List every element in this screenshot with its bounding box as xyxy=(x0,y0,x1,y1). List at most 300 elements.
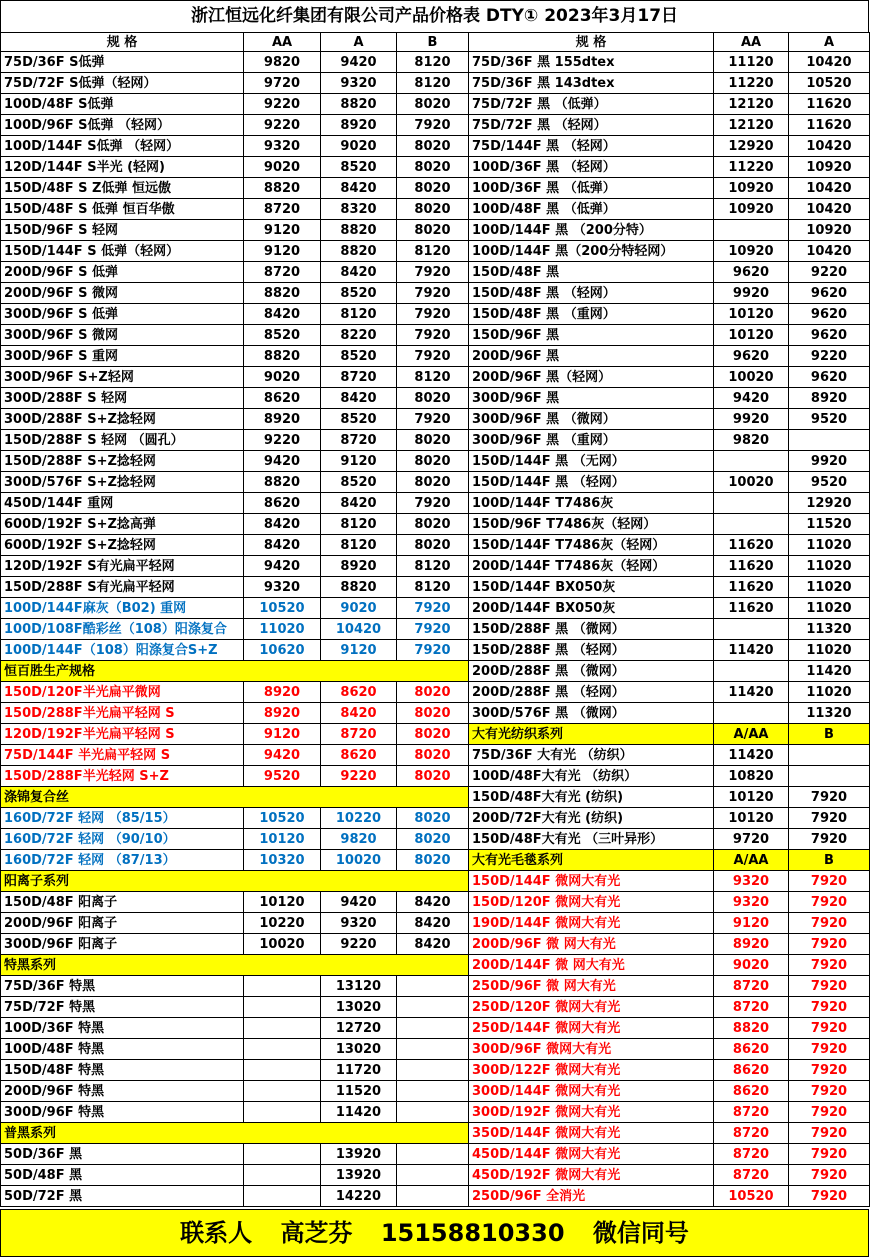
table-row xyxy=(1,934,870,955)
right-price-aa: 9820 xyxy=(714,430,789,451)
right-price-a: 7920 xyxy=(789,1144,870,1165)
left-price-a: 8220 xyxy=(321,325,397,346)
right-price-aa: A/AA xyxy=(714,850,789,871)
table-row xyxy=(1,52,870,73)
right-spec-cell: 75D/144F 黑 （轻网） xyxy=(469,136,714,157)
left-price-aa: 9720 xyxy=(244,73,321,94)
right-spec-cell: 150D/96F T7486灰（轻网） xyxy=(469,514,714,535)
left-price-aa: 9320 xyxy=(244,136,321,157)
right-price-a: 9620 xyxy=(789,304,870,325)
right-price-a xyxy=(789,430,870,451)
left-price-b xyxy=(397,1081,469,1102)
right-price-a xyxy=(789,766,870,787)
right-price-aa: 9920 xyxy=(714,409,789,430)
table-row xyxy=(1,157,870,178)
right-price-a: 7920 xyxy=(789,1081,870,1102)
table-row xyxy=(1,1186,870,1207)
left-price-aa: 11020 xyxy=(244,619,321,640)
table-row xyxy=(1,682,870,703)
table-row xyxy=(1,325,870,346)
left-spec-cell: 100D/48F 特黑 xyxy=(1,1039,244,1060)
left-price-b: 7920 xyxy=(397,493,469,514)
right-price-aa: 9020 xyxy=(714,955,789,976)
right-price-aa: 12120 xyxy=(714,94,789,115)
left-price-aa xyxy=(244,976,321,997)
right-spec-cell: 100D/36F 黑 （轻网） xyxy=(469,157,714,178)
left-price-aa: 8420 xyxy=(244,304,321,325)
right-price-a: 9220 xyxy=(789,346,870,367)
right-price-a: 7920 xyxy=(789,808,870,829)
left-price-a: 8720 xyxy=(321,724,397,745)
table-row xyxy=(1,598,870,619)
right-price-a: 10920 xyxy=(789,157,870,178)
left-price-b: 7920 xyxy=(397,619,469,640)
left-section-heading: 普黑系列 xyxy=(1,1123,469,1144)
left-price-b: 7920 xyxy=(397,325,469,346)
right-spec-cell: 150D/144F BX050灰 xyxy=(469,577,714,598)
right-spec-cell: 100D/48F 黑 （低弹） xyxy=(469,199,714,220)
right-spec-cell: 100D/36F 黑 （低弹） xyxy=(469,178,714,199)
left-price-aa: 9020 xyxy=(244,367,321,388)
right-spec-cell: 75D/72F 黑 （轻网） xyxy=(469,115,714,136)
left-price-b: 8020 xyxy=(397,451,469,472)
left-price-a: 13020 xyxy=(321,997,397,1018)
left-price-b xyxy=(397,1102,469,1123)
right-price-aa: 10020 xyxy=(714,367,789,388)
right-price-a: 7920 xyxy=(789,1123,870,1144)
left-price-a: 14220 xyxy=(321,1186,397,1207)
right-price-a: 7920 xyxy=(789,1165,870,1186)
table-row xyxy=(1,787,870,808)
left-price-aa xyxy=(244,1081,321,1102)
table-row xyxy=(1,913,870,934)
left-section-heading: 阳离子系列 xyxy=(1,871,469,892)
left-price-aa xyxy=(244,1186,321,1207)
right-price-aa xyxy=(714,661,789,682)
right-spec-cell: 150D/48F大有光 (纺织) xyxy=(469,787,714,808)
left-price-a: 8420 xyxy=(321,703,397,724)
table-row xyxy=(1,1081,870,1102)
right-spec-cell: 75D/72F 黑 （低弹） xyxy=(469,94,714,115)
right-price-a: 11320 xyxy=(789,703,870,724)
right-spec-cell: 190D/144F 微网大有光 xyxy=(469,913,714,934)
table-row xyxy=(1,1123,870,1144)
right-price-aa: 8720 xyxy=(714,1123,789,1144)
right-price-aa xyxy=(714,619,789,640)
right-spec-cell: 100D/144F T7486灰 xyxy=(469,493,714,514)
right-spec-cell: 300D/96F 微网大有光 xyxy=(469,1039,714,1060)
right-price-aa xyxy=(714,493,789,514)
left-price-b: 8020 xyxy=(397,220,469,241)
left-price-b xyxy=(397,1186,469,1207)
right-price-aa: 8720 xyxy=(714,976,789,997)
left-price-b: 8020 xyxy=(397,178,469,199)
right-price-aa: 12120 xyxy=(714,115,789,136)
right-price-aa xyxy=(714,451,789,472)
table-row xyxy=(1,766,870,787)
right-price-aa: 11420 xyxy=(714,745,789,766)
right-price-a: 7920 xyxy=(789,997,870,1018)
right-price-a: 8920 xyxy=(789,388,870,409)
right-price-aa: 8920 xyxy=(714,934,789,955)
left-price-aa: 9120 xyxy=(244,220,321,241)
left-price-a: 8520 xyxy=(321,157,397,178)
left-spec-cell: 160D/72F 轻网 （85/15） xyxy=(1,808,244,829)
left-spec-cell: 300D/96F S 低弹 xyxy=(1,304,244,325)
right-price-aa xyxy=(714,220,789,241)
right-price-a: 11320 xyxy=(789,619,870,640)
left-section-heading: 特黑系列 xyxy=(1,955,469,976)
left-price-b: 8020 xyxy=(397,703,469,724)
table-row xyxy=(1,577,870,598)
left-price-a: 9220 xyxy=(321,766,397,787)
table-row xyxy=(1,283,870,304)
right-price-aa: 10020 xyxy=(714,472,789,493)
right-spec-cell: 200D/144F T7486灰（轻网） xyxy=(469,556,714,577)
left-spec-cell: 150D/48F S Z低弹 恒远傲 xyxy=(1,178,244,199)
left-price-b: 7920 xyxy=(397,598,469,619)
left-price-aa: 9520 xyxy=(244,766,321,787)
table-row xyxy=(1,1060,870,1081)
left-price-a: 8520 xyxy=(321,472,397,493)
right-spec-cell: 200D/96F 微 网大有光 xyxy=(469,934,714,955)
right-price-a: 7920 xyxy=(789,892,870,913)
table-row xyxy=(1,955,870,976)
left-spec-cell: 100D/36F 特黑 xyxy=(1,1018,244,1039)
left-price-aa: 8520 xyxy=(244,325,321,346)
left-price-b: 8020 xyxy=(397,388,469,409)
left-spec-cell: 100D/108F酷彩丝（108）阳涤复合 xyxy=(1,619,244,640)
left-spec-cell: 150D/96F S 轻网 xyxy=(1,220,244,241)
left-price-b xyxy=(397,1144,469,1165)
left-price-a: 8120 xyxy=(321,514,397,535)
right-price-a: B xyxy=(789,850,870,871)
right-spec-cell: 150D/96F 黑 xyxy=(469,325,714,346)
left-price-aa: 8920 xyxy=(244,703,321,724)
left-price-a: 9320 xyxy=(321,73,397,94)
left-price-aa: 10120 xyxy=(244,892,321,913)
table-row xyxy=(1,1039,870,1060)
right-price-a: 12920 xyxy=(789,493,870,514)
left-price-a: 13920 xyxy=(321,1144,397,1165)
right-price-a: 11020 xyxy=(789,577,870,598)
right-spec-cell: 450D/144F 微网大有光 xyxy=(469,1144,714,1165)
table-row xyxy=(1,262,870,283)
table-row xyxy=(1,997,870,1018)
right-price-aa: 8620 xyxy=(714,1081,789,1102)
left-spec-cell: 150D/288F S有光扁平轻网 xyxy=(1,577,244,598)
left-price-aa: 10620 xyxy=(244,640,321,661)
right-price-a: 11020 xyxy=(789,598,870,619)
left-price-a: 8520 xyxy=(321,283,397,304)
right-spec-cell: 150D/144F T7486灰（轻网） xyxy=(469,535,714,556)
right-price-aa: 9920 xyxy=(714,283,789,304)
right-price-a: 11620 xyxy=(789,94,870,115)
left-price-a: 8820 xyxy=(321,94,397,115)
right-price-a: 11520 xyxy=(789,514,870,535)
left-price-aa: 8820 xyxy=(244,472,321,493)
left-price-aa: 9020 xyxy=(244,157,321,178)
left-price-a: 8720 xyxy=(321,430,397,451)
left-price-b xyxy=(397,1060,469,1081)
left-spec-cell: 75D/36F 特黑 xyxy=(1,976,244,997)
left-price-aa: 10520 xyxy=(244,598,321,619)
left-price-a: 13020 xyxy=(321,1039,397,1060)
left-price-aa: 8820 xyxy=(244,283,321,304)
left-price-a: 9420 xyxy=(321,892,397,913)
left-price-b xyxy=(397,1018,469,1039)
right-spec-cell: 200D/96F 黑 xyxy=(469,346,714,367)
table-row xyxy=(1,178,870,199)
right-price-a: 9220 xyxy=(789,262,870,283)
header-row xyxy=(1,33,870,52)
right-price-aa: 9720 xyxy=(714,829,789,850)
right-price-aa: 11220 xyxy=(714,73,789,94)
table-row xyxy=(1,430,870,451)
table-row xyxy=(1,73,870,94)
left-price-b: 8020 xyxy=(397,94,469,115)
left-price-aa: 8720 xyxy=(244,199,321,220)
right-price-aa: 11420 xyxy=(714,682,789,703)
left-price-b: 8020 xyxy=(397,136,469,157)
left-section-heading: 恒百胜生产规格 xyxy=(1,661,469,682)
left-price-a: 9820 xyxy=(321,829,397,850)
left-price-aa: 10120 xyxy=(244,829,321,850)
table-row xyxy=(1,640,870,661)
right-spec-cell: 150D/288F 黑 （微网） xyxy=(469,619,714,640)
left-price-b: 7920 xyxy=(397,304,469,325)
table-row xyxy=(1,514,870,535)
right-price-a: 9620 xyxy=(789,367,870,388)
left-price-aa: 10520 xyxy=(244,808,321,829)
left-price-b: 7920 xyxy=(397,262,469,283)
right-price-aa: 8720 xyxy=(714,1165,789,1186)
table-row xyxy=(1,199,870,220)
right-spec-cell: 75D/36F 黑 143dtex xyxy=(469,73,714,94)
right-price-a: 7920 xyxy=(789,913,870,934)
right-price-a: 11020 xyxy=(789,640,870,661)
left-price-a: 8420 xyxy=(321,493,397,514)
left-spec-cell: 300D/96F 阳离子 xyxy=(1,934,244,955)
header-left-spec: 规 格 xyxy=(1,33,244,52)
left-spec-cell: 150D/48F 特黑 xyxy=(1,1060,244,1081)
left-price-a: 9320 xyxy=(321,913,397,934)
right-price-aa: 10120 xyxy=(714,787,789,808)
header-right-aa: AA xyxy=(714,33,789,52)
right-price-a: 10420 xyxy=(789,52,870,73)
left-price-b: 8020 xyxy=(397,745,469,766)
left-spec-cell: 150D/120F半光扁平微网 xyxy=(1,682,244,703)
right-spec-cell: 150D/144F 微网大有光 xyxy=(469,871,714,892)
left-price-a: 9220 xyxy=(321,934,397,955)
left-price-a: 8520 xyxy=(321,346,397,367)
left-price-b xyxy=(397,1039,469,1060)
left-price-aa: 9820 xyxy=(244,52,321,73)
right-price-aa: 11620 xyxy=(714,556,789,577)
left-price-a: 11520 xyxy=(321,1081,397,1102)
right-spec-cell: 300D/96F 黑 xyxy=(469,388,714,409)
right-price-aa: 10120 xyxy=(714,325,789,346)
right-spec-cell: 250D/96F 微 网大有光 xyxy=(469,976,714,997)
right-price-a: 7920 xyxy=(789,787,870,808)
right-spec-cell: 100D/144F 黑（200分特轻网） xyxy=(469,241,714,262)
left-price-aa: 8820 xyxy=(244,346,321,367)
left-price-a: 8920 xyxy=(321,115,397,136)
left-price-b: 8120 xyxy=(397,241,469,262)
right-price-aa: 11120 xyxy=(714,52,789,73)
table-row xyxy=(1,472,870,493)
right-spec-cell: 200D/288F 黑 （微网） xyxy=(469,661,714,682)
left-price-a: 11720 xyxy=(321,1060,397,1081)
left-price-b: 8420 xyxy=(397,892,469,913)
right-spec-cell: 150D/288F 黑 （轻网） xyxy=(469,640,714,661)
right-spec-cell: 150D/48F 黑 xyxy=(469,262,714,283)
right-price-aa: 8720 xyxy=(714,997,789,1018)
right-section-heading: 大有光纺织系列 xyxy=(469,724,714,745)
right-price-a xyxy=(789,745,870,766)
right-spec-cell: 150D/48F 黑 （重网） xyxy=(469,304,714,325)
table-row xyxy=(1,892,870,913)
table-row xyxy=(1,745,870,766)
right-price-a: 11020 xyxy=(789,682,870,703)
left-price-a: 9420 xyxy=(321,52,397,73)
left-spec-cell: 100D/96F S低弹 （轻网） xyxy=(1,115,244,136)
left-price-aa: 9220 xyxy=(244,115,321,136)
right-price-aa: 10920 xyxy=(714,178,789,199)
left-price-a: 8620 xyxy=(321,682,397,703)
left-spec-cell: 150D/48F 阳离子 xyxy=(1,892,244,913)
left-price-a: 8320 xyxy=(321,199,397,220)
header-left-aa: AA xyxy=(244,33,321,52)
left-price-aa: 9120 xyxy=(244,241,321,262)
left-price-b: 8020 xyxy=(397,514,469,535)
sheet-title: 浙江恒远化纤集团有限公司产品价格表 DTY① 2023年3月17日 xyxy=(0,0,869,33)
left-price-b: 8020 xyxy=(397,829,469,850)
left-spec-cell: 50D/48F 黑 xyxy=(1,1165,244,1186)
left-spec-cell: 300D/288F S+Z捻轻网 xyxy=(1,409,244,430)
right-spec-cell: 300D/122F 微网大有光 xyxy=(469,1060,714,1081)
left-price-a: 8520 xyxy=(321,409,397,430)
left-price-aa: 9420 xyxy=(244,451,321,472)
left-price-aa: 9420 xyxy=(244,556,321,577)
left-price-aa xyxy=(244,1102,321,1123)
left-spec-cell: 150D/144F S 低弹（轻网） xyxy=(1,241,244,262)
right-price-a: 7920 xyxy=(789,976,870,997)
left-price-b: 8020 xyxy=(397,430,469,451)
left-price-a: 8820 xyxy=(321,220,397,241)
left-spec-cell: 300D/96F S+Z轻网 xyxy=(1,367,244,388)
right-price-a: 9520 xyxy=(789,472,870,493)
right-price-a: 10920 xyxy=(789,220,870,241)
right-spec-cell: 450D/192F 微网大有光 xyxy=(469,1165,714,1186)
header-right-spec: 规 格 xyxy=(469,33,714,52)
right-price-a: 10420 xyxy=(789,241,870,262)
header-left-a: A xyxy=(321,33,397,52)
left-spec-cell: 150D/48F S 低弹 恒百华傲 xyxy=(1,199,244,220)
right-price-aa: 11620 xyxy=(714,598,789,619)
left-price-a: 8820 xyxy=(321,577,397,598)
left-price-b: 8420 xyxy=(397,913,469,934)
left-price-b: 8120 xyxy=(397,73,469,94)
left-spec-cell: 300D/96F S 微网 xyxy=(1,325,244,346)
left-price-b xyxy=(397,1165,469,1186)
right-spec-cell: 300D/96F 黑 （重网） xyxy=(469,430,714,451)
left-spec-cell: 150D/288F S+Z捻轻网 xyxy=(1,451,244,472)
left-spec-cell: 100D/144F麻灰（B02) 重网 xyxy=(1,598,244,619)
right-price-a: 11020 xyxy=(789,535,870,556)
left-price-b xyxy=(397,976,469,997)
left-price-a: 9020 xyxy=(321,136,397,157)
table-row xyxy=(1,871,870,892)
left-price-aa: 10020 xyxy=(244,934,321,955)
table-row xyxy=(1,661,870,682)
left-spec-cell: 300D/96F 特黑 xyxy=(1,1102,244,1123)
right-price-a: 10520 xyxy=(789,73,870,94)
left-price-aa: 8820 xyxy=(244,178,321,199)
right-spec-cell: 200D/288F 黑 （轻网） xyxy=(469,682,714,703)
table-row xyxy=(1,556,870,577)
table-row xyxy=(1,850,870,871)
left-price-a: 8920 xyxy=(321,556,397,577)
left-price-b: 7920 xyxy=(397,346,469,367)
left-price-b: 8020 xyxy=(397,808,469,829)
right-price-aa: 9620 xyxy=(714,262,789,283)
left-price-b: 8020 xyxy=(397,157,469,178)
left-spec-cell: 160D/72F 轻网 （90/10） xyxy=(1,829,244,850)
table-row xyxy=(1,703,870,724)
right-price-aa: 9320 xyxy=(714,871,789,892)
left-price-b: 8120 xyxy=(397,556,469,577)
left-spec-cell: 200D/96F S 微网 xyxy=(1,283,244,304)
table-row xyxy=(1,241,870,262)
left-price-a: 8720 xyxy=(321,367,397,388)
left-spec-cell: 200D/96F S 低弹 xyxy=(1,262,244,283)
right-spec-cell: 250D/144F 微网大有光 xyxy=(469,1018,714,1039)
left-price-b: 8020 xyxy=(397,682,469,703)
left-spec-cell: 100D/48F S低弹 xyxy=(1,94,244,115)
right-spec-cell: 250D/120F 微网大有光 xyxy=(469,997,714,1018)
right-price-a: 11020 xyxy=(789,556,870,577)
left-spec-cell: 120D/144F S半光 (轻网) xyxy=(1,157,244,178)
right-spec-cell: 300D/192F 微网大有光 xyxy=(469,1102,714,1123)
right-spec-cell: 100D/144F 黑 （200分特） xyxy=(469,220,714,241)
right-spec-cell: 150D/144F 黑 （轻网） xyxy=(469,472,714,493)
left-price-a: 9120 xyxy=(321,640,397,661)
left-price-a: 13120 xyxy=(321,976,397,997)
table-row xyxy=(1,1102,870,1123)
left-spec-cell: 450D/144F 重网 xyxy=(1,493,244,514)
right-spec-cell: 200D/72F大有光 (纺织) xyxy=(469,808,714,829)
left-price-b: 7920 xyxy=(397,409,469,430)
table-row xyxy=(1,451,870,472)
table-row xyxy=(1,1144,870,1165)
left-price-aa: 8420 xyxy=(244,514,321,535)
right-spec-cell: 75D/36F 黑 155dtex xyxy=(469,52,714,73)
left-price-b: 8120 xyxy=(397,577,469,598)
left-price-a: 9120 xyxy=(321,451,397,472)
left-price-a: 9020 xyxy=(321,598,397,619)
right-spec-cell: 75D/36F 大有光 （纺织） xyxy=(469,745,714,766)
right-price-aa: 11620 xyxy=(714,535,789,556)
table-row xyxy=(1,493,870,514)
left-spec-cell: 75D/36F S低弹 xyxy=(1,52,244,73)
right-price-a: 10420 xyxy=(789,136,870,157)
left-price-a: 8120 xyxy=(321,535,397,556)
table-row xyxy=(1,808,870,829)
right-price-a: 7920 xyxy=(789,871,870,892)
right-price-a: 7920 xyxy=(789,1018,870,1039)
left-price-aa: 10320 xyxy=(244,850,321,871)
